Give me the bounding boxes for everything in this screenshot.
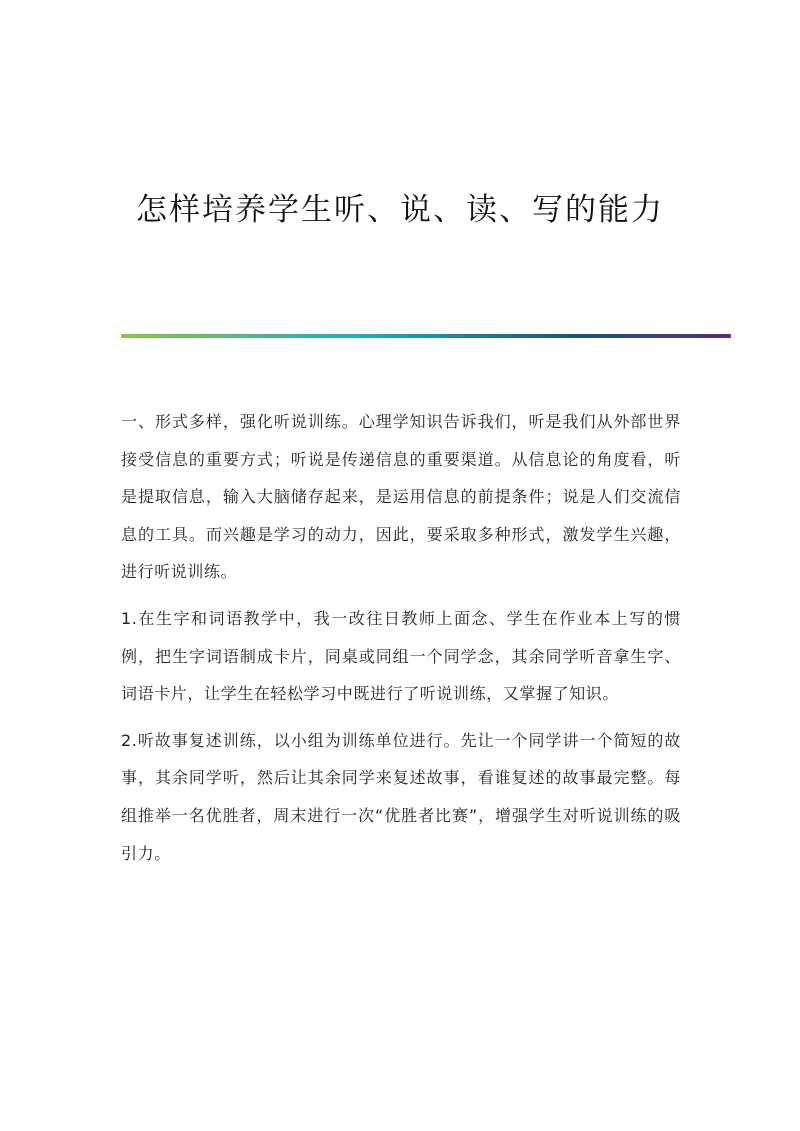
paragraph-point-2: 2.听故事复述训练，以小组为训练单位进行。先让一个同学讲一个简短的故事，其余同学听，然后让其余同学来复述故事，看谁复述的故事最完整。每组推举一名优胜者，周末进行一次“优胜者比赛”，增强学生对听说训练的吸引力。: [121, 730, 681, 863]
title-divider-rule: [121, 334, 731, 338]
paragraph-point-1: 1.在生字和词语教学中，我一改往日教师上面念、学生在作业本上写的惯例，把生字词语制成卡片，同桌或同组一个同学念，其余同学听音拿生字、词语卡片，让学生在轻松学习中既进行了听说训练，又掌握了知识。: [121, 608, 681, 704]
document-title: 怎样培养学生听、说、读、写的能力: [136, 192, 664, 228]
document-body: [121, 403, 681, 881]
paragraph-intro: 一、形式多样，强化听说训练。心理学知识告诉我们，听是我们从外部世界接受信息的重要方式；听说是传递信息的重要渠道。从信息论的角度看，听是提取信息，输入大脑储存起来，是运用信息的前提条件；说是人们交流信息的工具。而兴趣是学习的动力，因此，要采取多种形式，激发学生兴趣，进行听说训练。: [121, 412, 681, 582]
